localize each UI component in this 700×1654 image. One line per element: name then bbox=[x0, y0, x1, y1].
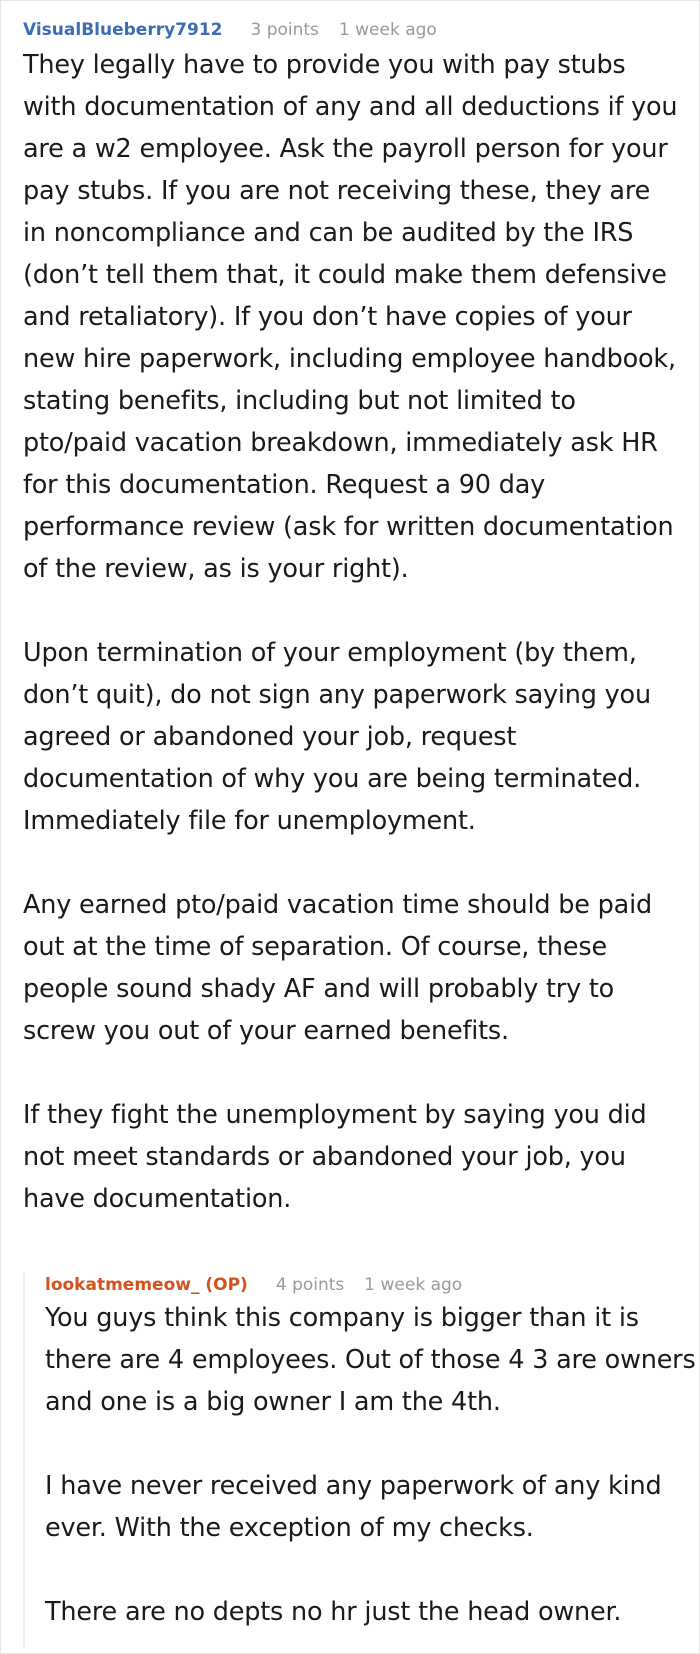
parent-comment bbox=[23, 17, 679, 1220]
comment-body bbox=[23, 44, 679, 1220]
reply-paragraph: There are no depts no hr just the head owner. bbox=[45, 1597, 622, 1627]
reply-comment bbox=[23, 1273, 699, 1648]
comment-paragraph: They legally have to provide you with pay stubs with documentation of any and all deductions if you are a w2 employee. Ask the payroll person for your pay stubs. If you are not receiving these, they are in noncompliance and can be audited by the IRS (don’t tell them that, it could make them defensive and retaliatory). If you don’t have copies of your new hire paperwork, including employee handbook, stating benefits, including but not limited to pto/paid vacation breakdown, immediately ask HR for this documentation. Request a 90 day performance review (ask for written documentation of the review, as is your right). bbox=[23, 50, 678, 584]
comment-paragraph: Any earned pto/paid vacation time should be paid out at the time of separation. Of course, these people sound shady AF and will probably try to screw you out of your earned benefits. bbox=[23, 890, 652, 1046]
reply-timestamp: 1 week ago bbox=[364, 1275, 463, 1295]
comment-paragraph: If they fight the unemployment by saying you did not meet standards or abandoned your job, you have documentation. bbox=[23, 1100, 647, 1214]
comment-timestamp: 1 week ago bbox=[338, 20, 437, 40]
comment-points: 3 points bbox=[250, 20, 319, 40]
reply-body bbox=[45, 1297, 699, 1633]
comment-paragraph: Upon termination of your employment (by them, don’t quit), do not sign any paperwork saying you agreed or abandoned your job, request documentation of why you are being terminated. Immediately file for unemployment. bbox=[23, 638, 651, 836]
reply-paragraph: You guys think this company is bigger than it is there are 4 employees. Out of those 4 3 are owners and one is a big owner I am the 4th. bbox=[45, 1303, 696, 1417]
reply-paragraph: I have never received any paperwork of any kind ever. With the exception of my checks. bbox=[45, 1471, 662, 1543]
reply-meta bbox=[45, 1273, 699, 1297]
comment-author-link[interactable]: VisualBlueberry7912 bbox=[23, 20, 223, 40]
reply-points: 4 points bbox=[275, 1275, 345, 1295]
comment-meta bbox=[23, 17, 679, 43]
reply-author-link[interactable]: lookatmemeow_ (OP) bbox=[45, 1275, 248, 1295]
